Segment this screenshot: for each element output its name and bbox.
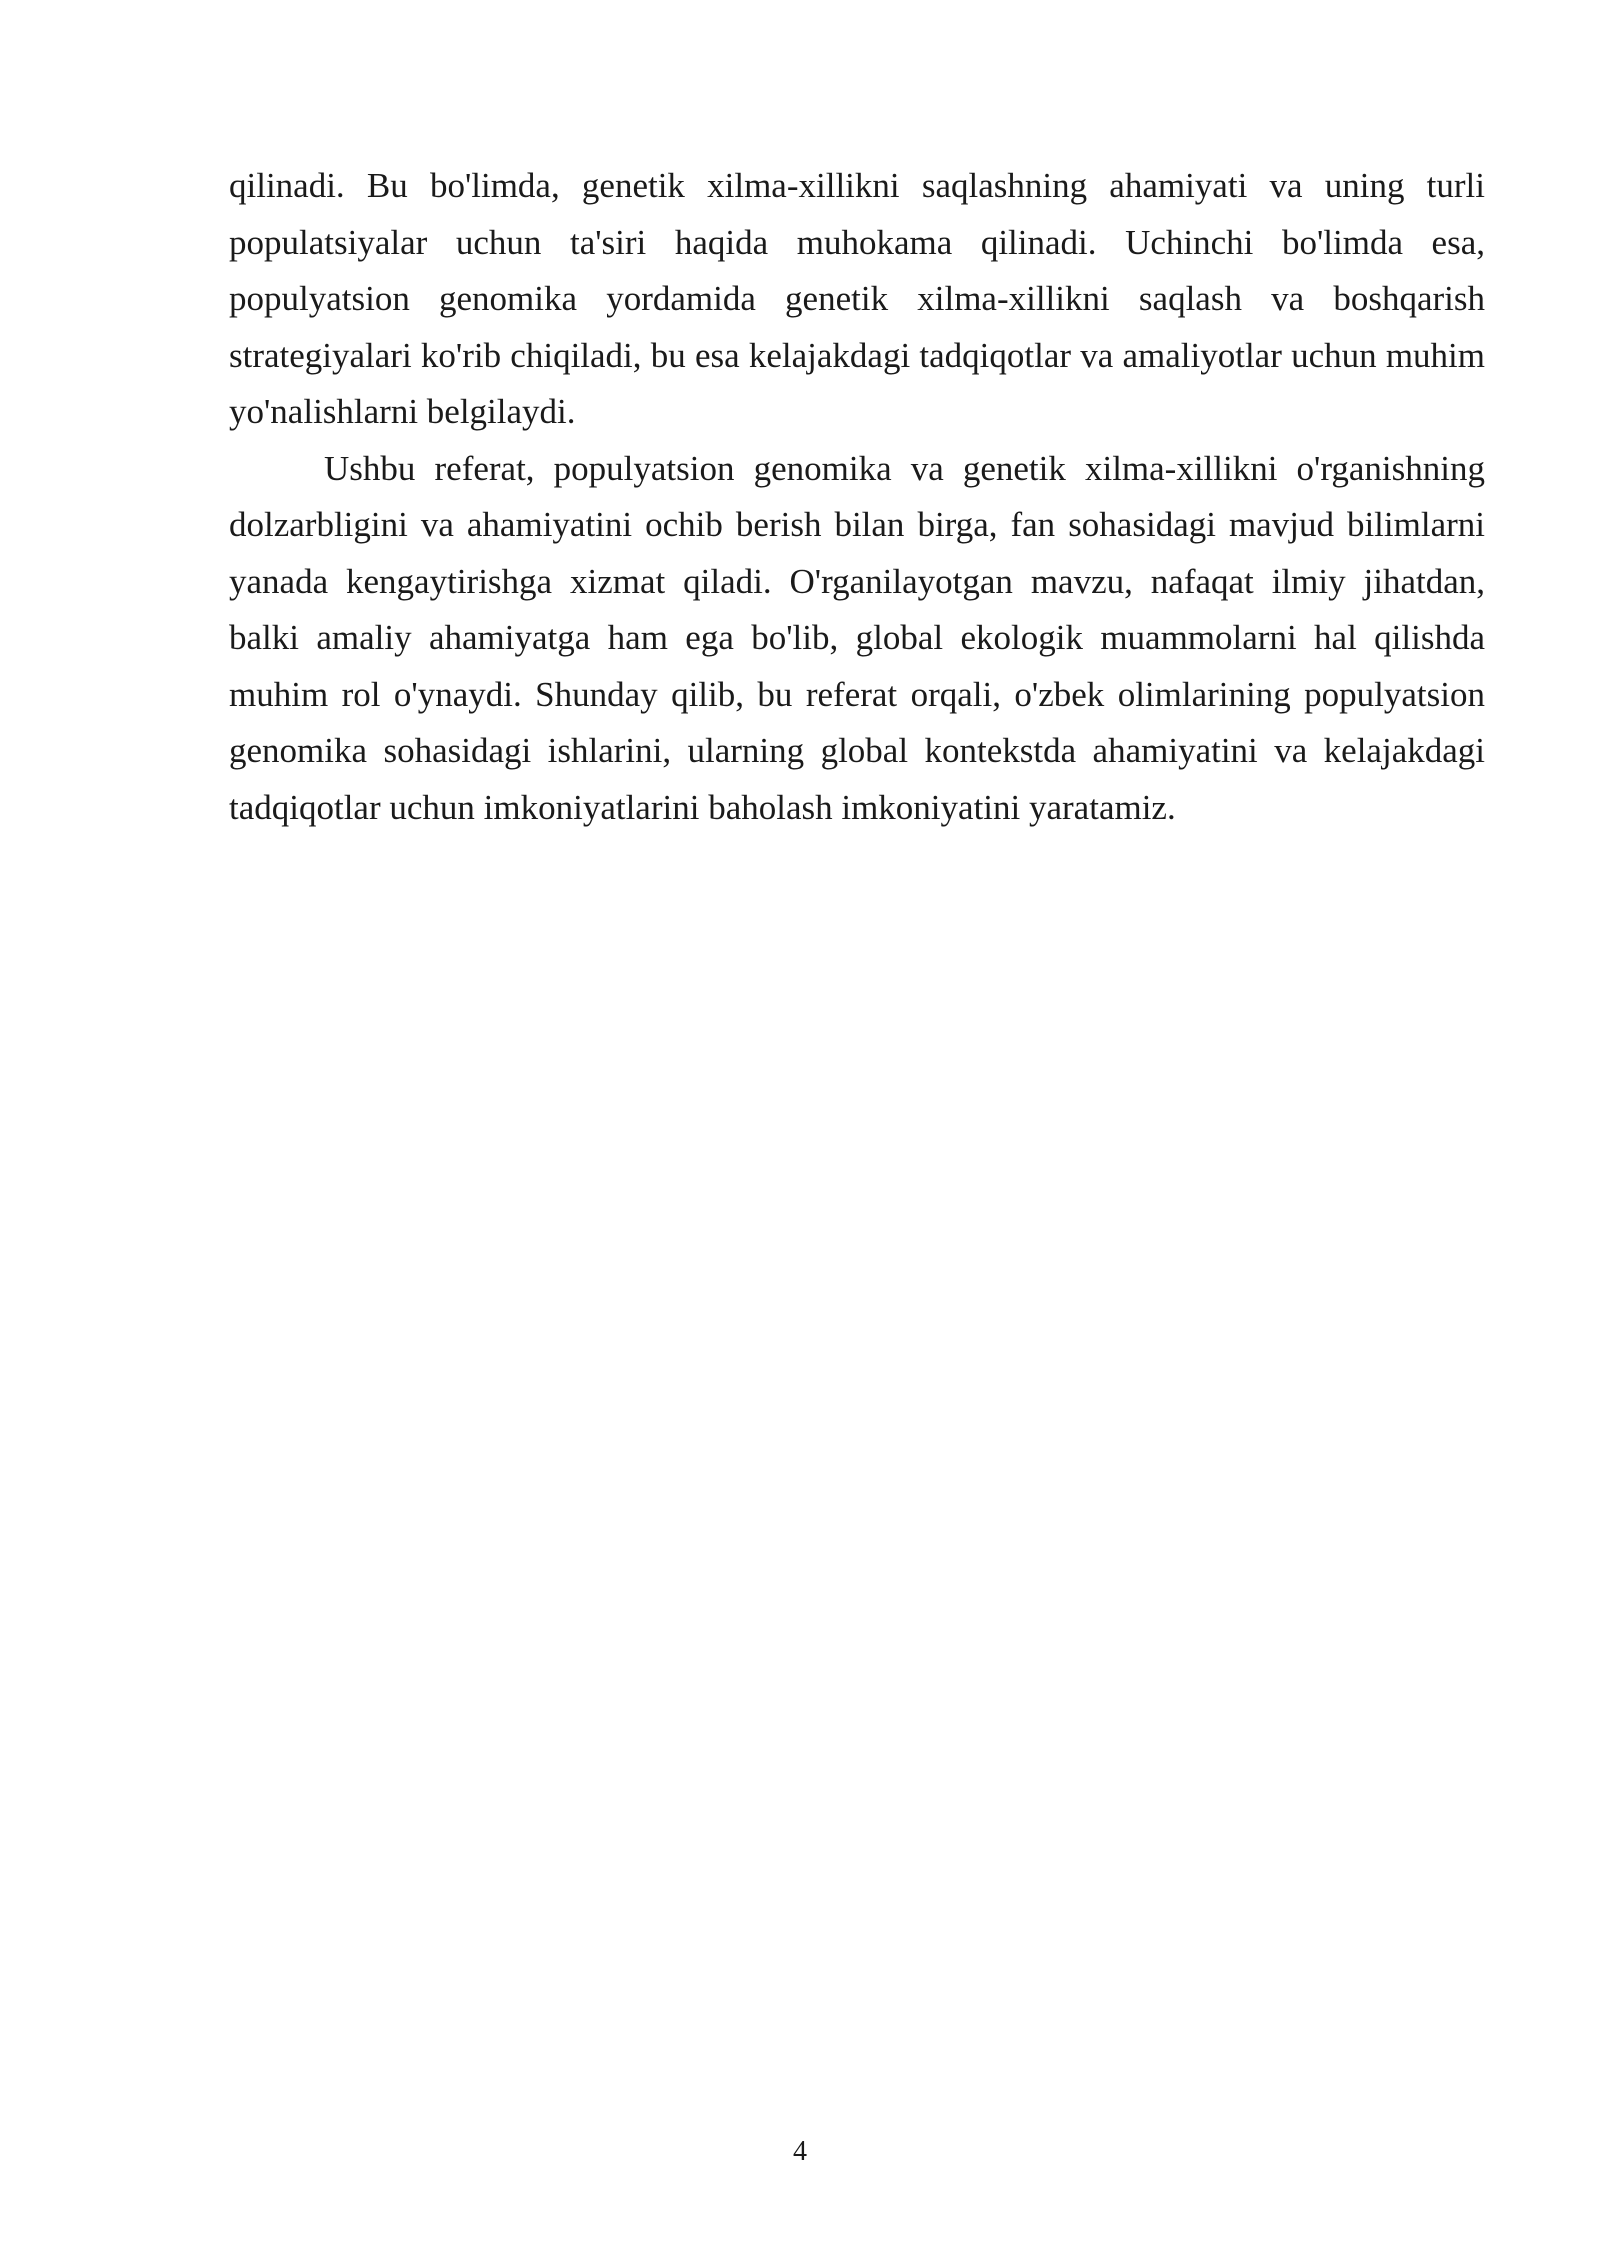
paragraph-continuation: qilinadi. Bu bo'limda, genetik xilma-xillikni saqlashning ahamiyati va uning turli populatsiyalar uchun ta'siri haqida muhokama qilinadi. Uchinchi bo'limda esa, populyatsion genomika yordamida genetik xilma-xillikni saqlash va boshqarish strategiyalari ko'rib chiqiladi, bu esa kelajakdagi tadqiqotlar va amaliyotlar uchun muhim yo'nalishlarni belgilaydi. [229,166,1485,431]
page-number: 4 [793,2136,807,2167]
document-body [229,158,1485,836]
paragraph-summary: Ushbu referat, populyatsion genomika va genetik xilma-xillikni o'rganishning dolzarbligini va ahamiyatini ochib berish bilan birga, fan sohasidagi mavjud bilimlarni yanada kengaytirishga xizmat qiladi. O'rganilayotgan mavzu, nafaqat ilmiy jihatdan, balki amaliy ahamiyatga ham ega bo'lib, global ekologik muammolarni hal qilishda muhim rol o'ynaydi. Shunday qilib, bu referat orqali, o'zbek olimlarining populyatsion genomika sohasidagi ishlarini, ularning global kontekstda ahamiyatini va kelajakdagi tadqiqotlar uchun imkoniyatlarini baholash imkoniyatini yaratamiz. [229,448,1485,827]
